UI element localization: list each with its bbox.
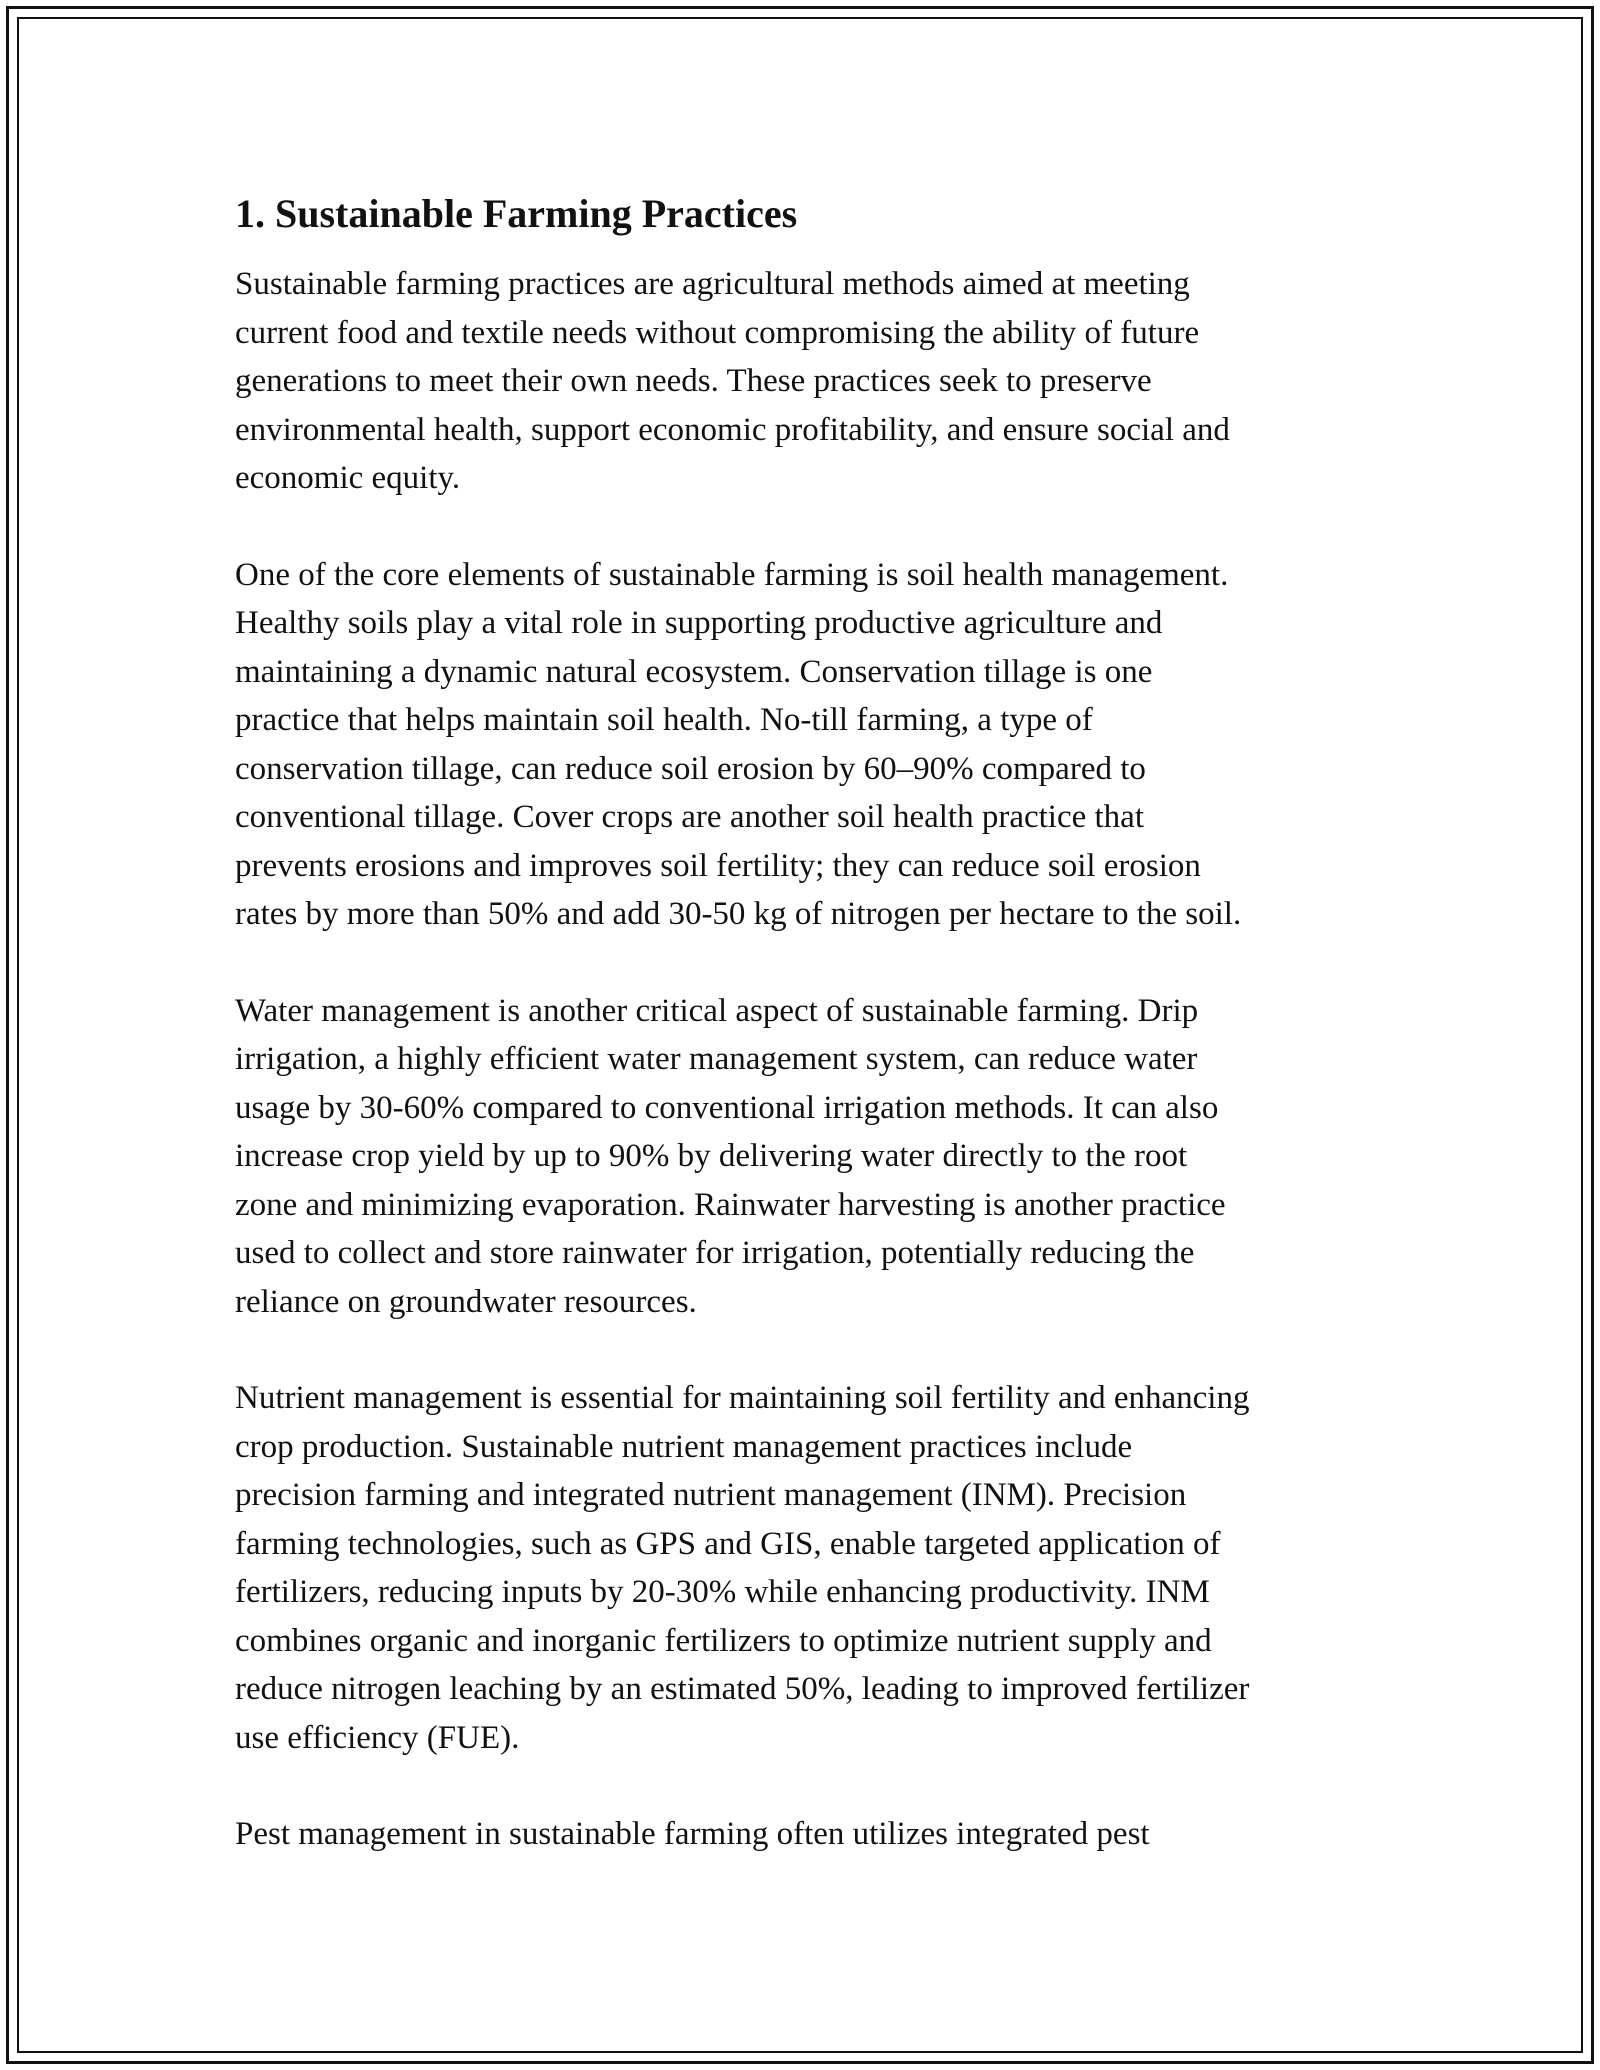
paragraph-line: use efficiency (FUE). <box>235 1719 520 1756</box>
paragraph-line: prevents erosions and improves soil fertility; they can reduce soil erosion <box>235 847 1201 884</box>
paragraph-line: crop production. Sustainable nutrient management practices include <box>235 1428 1133 1465</box>
paragraph-line: Healthy soils play a vital role in supporting productive agriculture and <box>235 605 1163 641</box>
paragraph-line: generations to meet their own needs. These practices seek to preserve <box>235 363 1152 399</box>
paragraph-line: Sustainable farming practices are agricultural methods aimed at meeting <box>235 266 1190 302</box>
paragraph-line: practice that helps maintain soil health. No-till farming, a type of <box>235 702 1093 738</box>
paragraph-line: precision farming and integrated nutrient management (INM). Precision <box>235 1477 1187 1513</box>
paragraph-line: reduce nitrogen leaching by an estimated 50%, leading to improved fertilizer <box>235 1671 1250 1707</box>
document-body <box>235 188 1395 1859</box>
paragraph <box>235 1810 1395 1859</box>
paragraph-line: current food and textile needs without compromising the ability of future <box>235 314 1200 351</box>
paragraph-line: economic equity. <box>235 460 461 496</box>
paragraph-line: increase crop yield by up to 90% by delivering water directly to the root <box>235 1138 1188 1174</box>
paragraph-line: combines organic and inorganic fertilizers to optimize nutrient supply and <box>235 1622 1212 1659</box>
paragraph <box>235 551 1395 939</box>
paragraph <box>235 260 1395 503</box>
paragraph <box>235 987 1395 1327</box>
paragraph-line: reliance on groundwater resources. <box>235 1283 697 1320</box>
paragraph-line: Pest management in sustainable farming often utilizes integrated pest <box>235 1816 1150 1852</box>
paragraph-line: conventional tillage. Cover crops are another soil health practice that <box>235 799 1144 835</box>
paragraph-line: usage by 30-60% compared to conventional irrigation methods. It can also <box>235 1089 1219 1126</box>
paragraph-line: rates by more than 50% and add 30-50 kg of nitrogen per hectare to the soil. <box>235 896 1242 932</box>
paragraph-line: conservation tillage, can reduce soil erosion by 60–90% compared to <box>235 750 1146 787</box>
paragraph-line: fertilizers, reducing inputs by 20-30% while enhancing productivity. INM <box>235 1574 1210 1610</box>
paragraph-line: used to collect and store rainwater for irrigation, potentially reducing the <box>235 1235 1195 1271</box>
section-heading: 1. Sustainable Farming Practices <box>235 191 798 236</box>
paragraph-line: Nutrient management is essential for maintaining soil fertility and enhancing <box>235 1380 1250 1416</box>
paragraph-line: zone and minimizing evaporation. Rainwater harvesting is another practice <box>235 1186 1226 1223</box>
paragraph-line: One of the core elements of sustainable farming is soil health management. <box>235 556 1229 593</box>
paragraph-line: Water management is another critical aspect of sustainable farming. Drip <box>235 992 1199 1029</box>
paragraph <box>235 1374 1395 1762</box>
paragraphs-container <box>235 260 1395 1859</box>
paragraph-line: maintaining a dynamic natural ecosystem. Conservation tillage is one <box>235 653 1153 690</box>
paragraph-line: irrigation, a highly efficient water management system, can reduce water <box>235 1041 1198 1077</box>
paragraph-line: environmental health, support economic profitability, and ensure social and <box>235 411 1230 448</box>
paragraph-line: farming technologies, such as GPS and GIS, enable targeted application of <box>235 1525 1221 1562</box>
